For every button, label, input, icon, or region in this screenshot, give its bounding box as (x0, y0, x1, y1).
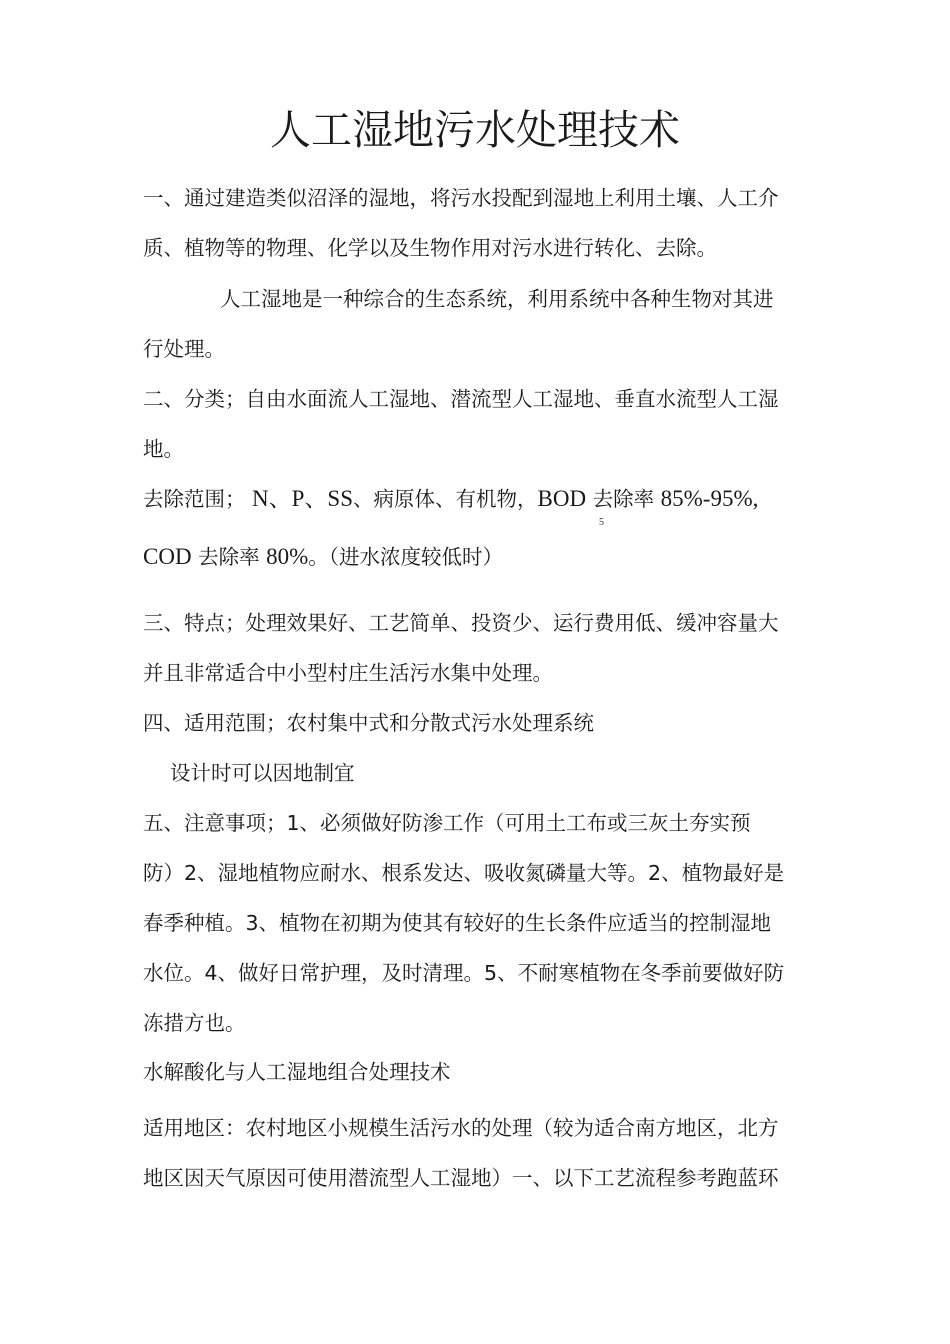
paragraph-line: 地区因天气原因可使用潜流型人工湿地）一、以下工艺流程参考跑蓝环 (143, 1166, 779, 1190)
removal-pct2: 80% (266, 544, 309, 569)
paragraph-line: 五、注意事项；1、必须做好防渗工作（可用土工布或三灰土夯实预 (143, 811, 751, 835)
paragraph-line: 防）2、湿地植物应耐水、根系发达、吸收氮磷量大等。2、植物最好是 (143, 861, 785, 885)
paragraph-line: 质、植物等的物理、化学以及生物作用对污水进行转化、去除。 (143, 236, 717, 260)
section-heading: 水解酸化与人工湿地组合处理技术 (143, 1060, 451, 1084)
paragraph-line: 人工湿地是一种综合的生态系统，利用系统中各种生物对其进 (220, 287, 774, 311)
paragraph-line: 设计时可以因地制宜 (170, 761, 355, 785)
removal-bod: BOD (537, 486, 587, 511)
removal-tail: 。（进水浓度较低时） (308, 545, 504, 569)
removal-line-2 (143, 542, 503, 572)
paragraph-line: 二、分类；自由水面流人工湿地、潜流型人工湿地、垂直水流型人工湿 (143, 387, 779, 411)
paragraph-line: 三、特点；处理效果好、工艺简单、投资少、运行费用低、缓冲容量大 (143, 611, 779, 635)
paragraph-line: 春季种植。3、植物在初期为使其有较好的生长条件应适当的控制湿地 (143, 911, 772, 935)
removal-mid1: 、病原体、有机物， (353, 487, 538, 511)
paragraph-line: 四、适用范围；农村集中式和分散式污水处理系统 (143, 711, 594, 735)
removal-mid3: 去除率 (198, 545, 260, 569)
paragraph-line: 并且非常适合中小型村庄生活污水集中处理。 (143, 661, 553, 685)
removal-mid2: 去除率 (592, 487, 655, 511)
removal-cod: COD (143, 544, 192, 569)
removal-prefix: 去除范围； (143, 487, 246, 511)
removal-pct1: 85%-95%, (660, 486, 759, 511)
removal-line-1 (143, 484, 758, 514)
document-title: 人工湿地污水处理技术 (270, 106, 680, 154)
paragraph-line: 水位。4、做好日常护理，及时清理。5、不耐寒植物在冬季前要做好防 (143, 961, 785, 985)
paragraph-line: 冻措方也。 (143, 1011, 246, 1035)
removal-npss: N、P、SS (252, 486, 354, 511)
paragraph-line: 适用地区：农村地区小规模生活污水的处理（较为适合南方地区，北方 (143, 1116, 779, 1140)
paragraph-line: 行处理。 (143, 337, 225, 361)
paragraph-line: 一、通过建造类似沼泽的湿地，将污水投配到湿地上利用土壤、人工介 (143, 186, 779, 210)
bod-subscript: 5 (599, 517, 604, 528)
paragraph-line: 地。 (143, 437, 184, 461)
